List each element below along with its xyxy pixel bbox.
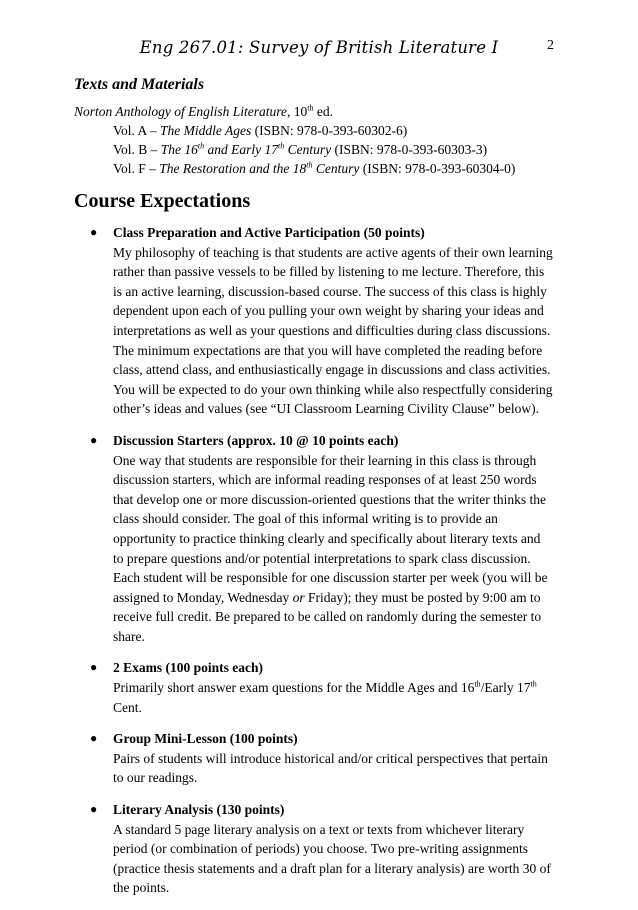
item-body: Primarily short answer exam questions for the Middle Ages and 16th/Early 17th Cent. (113, 679, 537, 715)
volume-b: Vol. B – The 16th and Early 17th Century (ISBN: 978-0-393-60303-3) (113, 141, 488, 157)
page-header (0, 38, 638, 62)
bullet-icon: ● (90, 802, 98, 817)
item-title: Literary Analysis (130 points) (113, 802, 285, 818)
expectations-list (74, 223, 554, 898)
anthology-line: Norton Anthology of English Literature, 10th ed. (74, 103, 333, 119)
list-item (74, 658, 554, 717)
item-title: Group Mini-Lesson (100 points) (113, 731, 298, 747)
volume-a: Vol. A – The Middle Ages (ISBN: 978-0-393-60302-6) (113, 123, 408, 138)
item-body: One way that students are responsible for their learning in this class is through discussion starters, which are informal reading responses of at least 250 words that develop one or more discussion-oriented questions that the writer thinks the class should consider. The goal of this informal writing is to provide an opportunity to practice thinking clearly and specifically about literary texts and to prepare questions and/or potential interpretations to spark class discussion. Each student will be responsible for one discussion starter per week (you will be assigned to Monday, Wednesday or Friday); they must be posted by 9:00 am to receive full credit. Be prepared to be called on randomly during the semester to share. (113, 452, 548, 644)
bullet-icon: ● (90, 660, 98, 675)
running-title: Eng 267.01: Survey of British Literature I (139, 38, 499, 57)
volume-f: Vol. F – The Restoration and the 18th Century (ISBN: 978-0-393-60304-0) (113, 160, 516, 176)
page-number: 2 (547, 38, 554, 53)
list-item (74, 729, 554, 788)
list-item (74, 223, 554, 419)
bullet-icon: ● (90, 731, 98, 746)
item-title: Discussion Starters (approx. 10 @ 10 points each) (113, 432, 399, 448)
texts-materials-heading: Texts and Materials (74, 76, 205, 93)
materials-list (74, 102, 554, 178)
item-body: Pairs of students will introduce historical and/or critical perspectives that pertain to our readings. (113, 750, 548, 786)
list-item (74, 431, 554, 647)
course-expectations-heading: Course Expectations (74, 190, 251, 212)
page-content (74, 76, 554, 910)
bullet-icon: ● (90, 225, 98, 239)
item-body: A standard 5 page literary analysis on a text or texts from whichever literary period (or combination of periods) you choose. Two pre-writing assignments (practice thesis statements and a draft plan for a literary analysis) are worth 30 of the points. (113, 821, 551, 896)
list-item (74, 800, 554, 898)
item-title: Class Preparation and Active Participation (50 points) (113, 225, 425, 240)
item-body: My philosophy of teaching is that students are active agents of their own learning rather than passive vessels to be filled by listening to me lecture. Therefore, this is an active learning, discussion-based course. The success of this class is highly dependent upon each of you pulling your own weight by sharing your ideas and interpretations as well as your questions and difficulties during class discussions. The minimum expectations are that you will have completed the reading before class, attend class, and enthusiastically engage in discussions and class activities. You will be expected to do your own thinking while also respectfully considering other’s ideas and values (see “UI Classroom Learning Civility Clause” below). (113, 244, 553, 417)
bullet-icon: ● (90, 432, 98, 447)
anthology-title: Norton Anthology of English Literature (74, 104, 288, 119)
item-title: 2 Exams (100 points each) (113, 660, 264, 676)
